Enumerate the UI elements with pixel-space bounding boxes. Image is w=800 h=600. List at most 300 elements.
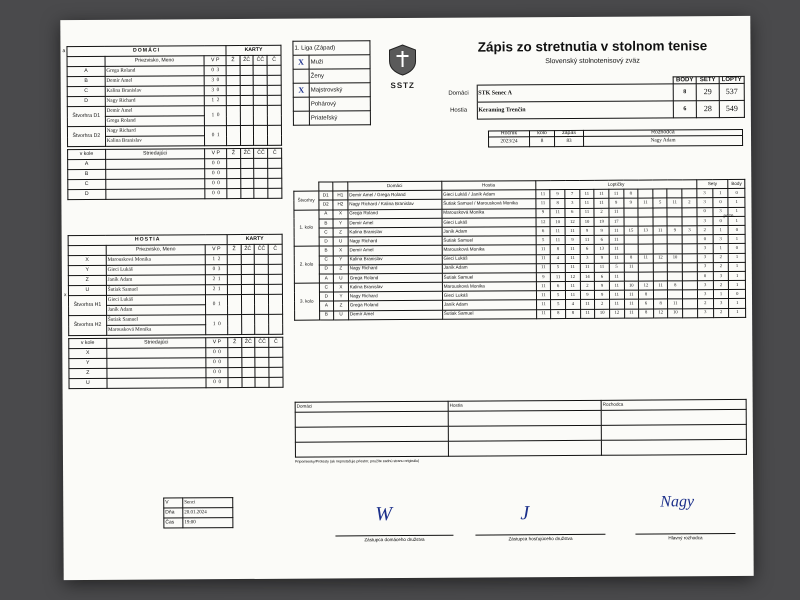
type-row-championship[interactable] [293,83,370,97]
home-body: 8 [673,84,696,101]
ball-score: 11 [550,236,565,245]
grid-head-points: Body [728,179,745,188]
home-slot-code: D1 [318,191,333,200]
ball-score: 11 [565,282,580,291]
away-subs-karty-cc: ČČ [255,337,269,347]
ball-score [638,263,653,272]
ball-score: 10 [580,217,595,226]
ball-score: 11 [550,208,565,217]
away-player: Šutiak Samuel / Marousková Monika [442,199,536,209]
ball-score: 2 [682,198,697,207]
away-player-key: U [68,285,106,295]
home-slot-code: C [319,283,334,292]
home-player-name: Kalina Branislav [105,86,205,97]
place-label: V [164,498,183,508]
away-vkole-label: v kole [69,338,107,348]
ball-score: 11 [609,300,624,309]
checkbox-women[interactable] [293,69,309,83]
ball-score: 11 [550,226,565,235]
sets-won: 2 [697,299,713,308]
home-player: Demír Amel [348,246,442,256]
ball-score: 6 [536,227,551,236]
ball-score [653,290,668,299]
checkbox-cup[interactable] [293,97,309,111]
points-home: 0 [713,198,729,207]
home-signature-label: Zástupca domáceho družstva [335,535,453,543]
ball-score [682,244,697,253]
ball-score [653,207,668,216]
ball-score [667,207,682,216]
points-home: 1 [713,225,729,234]
ball-score: 11 [667,198,682,207]
emblem-text: SSTZ [390,80,415,91]
sets-won: 0 [697,272,713,281]
ball-score: 9 [580,291,595,300]
ball-score: 11 [565,226,580,235]
away-subs-karty-z: Ž [228,338,242,348]
ball-score: 11 [536,199,551,208]
type-row-men[interactable] [293,55,370,69]
ball-score: 11 [594,189,609,198]
home-double-name: Kalina Branislav [105,136,205,147]
ball-score: 8 [566,309,581,318]
ball-score: 10 [624,281,639,290]
table-row [68,294,282,305]
away-double-v: 1 [212,321,216,328]
away-player-key: Z [68,275,106,285]
home-player: Nagy Richard / Kalina Branislav [348,200,442,210]
away-col-name: Priezvisko, Meno [106,245,206,256]
away-player: Gieci Lukáš [442,291,536,301]
home-slot-code: C [319,228,334,237]
home-sub-p: 0 [217,170,220,177]
points-home: 1 [712,189,728,198]
meta-value-kolo: 8 [530,137,555,147]
left-column [63,45,283,389]
home-double-name: Nagy Richard [105,126,205,137]
home-team-box [66,45,282,147]
ball-score: 2 [594,208,609,217]
away-double-key: Štvorhra H2 [69,315,107,335]
page-subtitle: Slovenský stolnotenisový zväz [545,57,640,66]
away-box-title: HOSTIA [68,235,227,246]
sets-won: 3 [697,262,713,271]
away-double-key: Štvorhra H1 [68,295,106,315]
ball-score: 9 [595,281,610,290]
points-away: 1 [728,207,745,216]
home-player-v: 0 [211,67,214,74]
away-player-v: 1 [212,256,216,263]
ball-score: 8 [653,299,668,308]
ball-score [653,189,668,198]
notes-head-referee: Rozhodca [601,399,746,410]
away-double-name: Janík Adam [106,305,206,316]
sets-won: 3 [697,216,713,225]
ball-score: 11 [609,281,624,290]
away-double-name: Marousková Monika [106,325,206,336]
shield-icon [387,44,417,76]
notes-cell-home-3[interactable] [295,441,448,457]
match-grid-table [293,179,746,321]
type-row-cup[interactable] [293,97,370,111]
home-sub-v: 0 [211,160,215,167]
ball-score: 11 [609,235,624,244]
away-player: Marousková Monika [442,282,536,292]
table-row [68,188,282,199]
home-slot-code: A [319,301,334,310]
away-player: Gieci Lukáš / Janík Adam [442,190,536,200]
home-player-key: A [67,66,105,76]
ball-score: 5 [551,263,566,272]
ball-score: 11 [624,290,639,299]
home-sub-key: B [68,169,106,179]
sets-won: 3 [697,253,713,262]
ball-score: 11 [624,300,639,309]
ball-score: 15 [624,226,639,235]
away-sub-p: 0 [218,379,222,386]
away-sub-v: 0 [213,349,216,356]
ball-score: 5 [653,198,668,207]
meta-head-zapas: zápas [554,130,583,136]
time-label: Čas [164,518,183,528]
checkbox-men[interactable]: X [293,55,309,69]
time-value: 19:00 [183,518,233,528]
away-subs-col-v: V [212,339,217,346]
notes-cell-away-3[interactable] [448,440,601,456]
away-slot-code: X [333,246,348,255]
ball-score [638,217,653,226]
home-karty-title: KARTY [226,45,281,55]
home-substitutes-box [67,148,282,200]
away-player-name: Marousková Monika [106,255,206,266]
notes-cell-away[interactable] [448,410,601,426]
away-sub-key: X [69,348,107,358]
disclaimer-text: Pripomienky/Protesty (ak nepostačuje priestor, použite zadnú stranu originálu) [294,458,420,464]
away-slot-code: U [334,274,349,283]
home-player-v: 3 [211,77,215,84]
ball-score: 14 [580,272,595,281]
ball-score: 11 [580,300,595,309]
away-player: Janík Adam [442,263,536,273]
ball-score [683,299,698,308]
ball-score: 6 [565,208,580,217]
away-player: Marousková Monika [442,245,536,255]
ball-score: 8 [551,309,566,318]
home-sub-p: 0 [217,180,220,187]
notes-cell-referee-3[interactable] [601,439,746,455]
label-men: Muži [309,55,370,69]
home-col-v: V [210,57,215,64]
ball-score: 11 [595,263,610,272]
checkbox-championship[interactable]: X [293,83,309,97]
ball-score: 10 [595,309,610,318]
meta-value-rocnik: 2023/24 [489,137,530,147]
home-col-name: Priezvisko, Meno [105,56,205,67]
away-player: Janík Adam [442,300,536,310]
away-slot-code: H1 [333,191,348,200]
ball-score: 9 [536,208,551,217]
label-friendly: Priateľský [309,111,370,125]
ball-score: 9 [668,226,683,235]
ball-score: 11 [638,253,653,262]
ball-score [683,281,698,290]
ball-score [682,262,697,271]
ball-score: 5 [609,263,624,272]
ball-score [668,272,683,281]
away-player: Gieci Lukáš [442,254,536,264]
ball-score [624,217,639,226]
points-away: 1 [729,280,746,289]
ball-score [683,308,698,317]
away-slot-code: U [334,310,349,319]
ball-score: 9 [609,199,624,208]
away-player: Šutiak Samuel [442,236,536,246]
points-home: 2 [713,262,729,271]
ball-score: 5 [551,291,566,300]
place-value: Senci [183,498,233,508]
ball-score [624,272,639,281]
home-karty-cc: ČČ [253,55,267,65]
ball-score: 11 [580,263,595,272]
home-player: Kalina Branislav [348,282,442,292]
score-table [441,76,745,120]
ball-score: 11 [536,300,551,309]
away-slot-code: H2 [333,200,348,209]
points-home: 3 [713,235,729,244]
group-label: 3. kolo [294,283,319,320]
points-away: 1 [728,216,745,225]
home-double-v: 1 [211,112,215,119]
home-double-key: Štvorhra D1 [67,106,105,126]
sets-won: 3 [697,308,713,317]
sets-won: 3 [697,281,713,290]
home-sub-key: C [68,179,106,189]
table-row [67,105,281,116]
away-team-box [68,234,284,336]
away-player: Janík Adam [442,227,536,237]
home-subs-col-v: V [211,150,216,157]
home-slot-code: A [319,274,334,283]
ball-score: 8 [550,199,565,208]
ball-score: 11 [609,244,624,253]
home-karty-z: Ž [226,56,240,66]
grid-head-sets: Sety [697,180,729,189]
sets-won: 2 [697,226,713,235]
ball-score: 17 [609,217,624,226]
away-sub-key: Y [69,358,107,368]
ball-score: 6 [580,245,595,254]
ball-score: 3 [682,226,697,235]
notes-cell-away-2[interactable] [448,425,601,441]
notes-cell-home[interactable] [295,411,448,427]
ball-score [668,244,683,253]
ball-score: 11 [536,254,551,263]
score-head-lopty: LOPTY [719,76,744,83]
home-subs-karty-zc: ŽČ [240,148,254,158]
points-away: 1 [729,235,746,244]
home-slot-code: D2 [318,200,333,209]
ball-score [683,290,698,299]
home-subs-col-p: P [216,150,220,157]
ball-score [668,263,683,272]
away-player-p: 1 [217,276,221,283]
home-slot-code: B [319,311,334,320]
ball-score: 11 [565,245,580,254]
points-away: 0 [729,244,746,253]
home-player-p: 0 [216,87,220,94]
league-row [293,41,370,55]
home-subs-karty-z: Ž [227,149,241,159]
away-sub-p: 0 [218,369,222,376]
ball-score: 12 [609,309,624,318]
home-box-title: DOMÁCI [67,46,226,57]
away-team-name: Keraming Trenčín [477,101,674,119]
home-player: Demír Amel / Grega Roland [348,190,442,200]
pozn-label: pozn. [723,212,735,219]
ball-score: 9 [565,236,580,245]
home-sety: 29 [696,84,719,101]
sets-won: 3 [697,189,713,198]
away-player: Gieci Lukáš [442,217,536,227]
ball-score: 11 [536,263,551,272]
ball-score: 10 [550,217,565,226]
sets-won: 3 [697,244,713,253]
points-home: 2 [713,308,729,317]
away-player-name: Šutiak Samuel [106,285,206,296]
ball-score [638,208,653,217]
home-slot-code: B [319,219,334,228]
grid-head-balls: Loptičky [536,180,697,190]
points-away: 1 [728,198,745,207]
ball-score: 8 [551,245,566,254]
ball-score: 11 [609,254,624,263]
home-sub-key: A [68,159,106,169]
home-slot-code: D [319,292,334,301]
meta-value-zapas: 83 [555,137,584,147]
notes-cell-referee-2[interactable] [601,424,746,440]
checkbox-friendly[interactable] [293,111,309,125]
away-player-name: Janík Adam [106,275,206,286]
ball-score [667,189,682,198]
ball-score: 11 [609,208,624,217]
away-signature-label: Zástupca hosťujúceho družstva [475,534,605,542]
ball-score: 6 [551,282,566,291]
away-substitutes-box [68,337,283,389]
points-home: 2 [713,253,729,262]
ball-score: 9 [536,272,551,281]
ball-score [682,235,697,244]
ball-score [668,235,683,244]
notes-cell-home-2[interactable] [295,426,448,442]
corner-marker-a: a [62,48,66,55]
notes-block [295,399,747,464]
home-player: Demír Amel [348,218,442,228]
ball-score: 11 [551,272,566,281]
ball-score: 8 [639,309,654,318]
home-player-v: 1 [211,97,215,104]
ball-score: 9 [580,226,595,235]
home-sub-p: 0 [217,160,220,167]
away-body: 6 [673,101,696,118]
away-player-key: X [68,255,106,265]
table-row [69,377,283,388]
ball-score [653,272,668,281]
away-sub-v: 0 [213,379,216,386]
score-head-sety: SETY [696,77,719,84]
ball-score: 8 [639,290,654,299]
away-double-v: 0 [212,301,216,308]
home-double-name: Demír Amel [105,106,205,117]
type-row-women[interactable] [293,69,370,83]
home-player: Kalina Branislav [348,255,442,265]
away-sub-v: 0 [213,369,216,376]
ball-score [638,235,653,244]
ball-score [653,217,668,226]
meta-head-rozhodca: Rozhodca [583,129,742,136]
ball-score: 11 [565,254,580,263]
ball-score: 12 [653,309,668,318]
points-away: 0 [728,189,745,198]
table-row [67,125,281,136]
match-type-checklist [292,40,371,125]
points-away: 1 [729,262,746,271]
away-double-name: Gieci Lukáš [106,295,206,306]
ball-score: 11 [594,199,609,208]
home-slot-code: D [319,265,334,274]
away-player-v: 2 [212,276,216,283]
away-double-name: Šutiak Samuel [106,315,206,326]
home-sub-key: D [68,189,106,199]
home-player: Demír Amel [348,310,442,320]
away-player-v: 2 [212,286,216,293]
ball-score: 4 [566,300,581,309]
type-row-friendly[interactable] [293,111,370,125]
home-slot-code: D [319,237,334,246]
ball-score: 11 [638,198,653,207]
ball-score [653,235,668,244]
ball-score: 9 [623,198,638,207]
ball-score [682,216,697,225]
home-team-name: STK Senec A [477,84,674,102]
away-slot-code: U [333,237,348,246]
away-sub-key: U [69,378,107,388]
home-player-name: Grega Roland [105,66,205,77]
ball-score: 11 [653,281,668,290]
away-player-p: 2 [217,256,221,263]
home-slot-code: B [319,246,334,255]
ball-score: 11 [580,208,595,217]
ball-score: 5 [536,236,551,245]
home-slot-code: A [318,210,333,219]
home-subs-karty-c: Č [268,148,282,158]
ball-score: 11 [536,190,551,199]
home-sub-p: 0 [217,190,220,197]
away-sety: 28 [696,101,719,118]
score-head-body: BODY [673,77,696,84]
ball-score: 2 [595,300,610,309]
ball-score: 7 [565,190,580,199]
away-double-p: 1 [217,301,221,308]
home-player-p: 2 [216,97,220,104]
points-away: 1 [729,308,746,317]
away-player-p: 1 [217,286,221,293]
notes-cell-referee[interactable] [601,409,746,425]
label-cup: Pohárový [309,97,370,111]
ball-score: 12 [565,217,580,226]
away-subs-col-p: P [217,339,222,346]
sets-won: 0 [697,235,713,244]
ball-score: 12 [565,272,580,281]
